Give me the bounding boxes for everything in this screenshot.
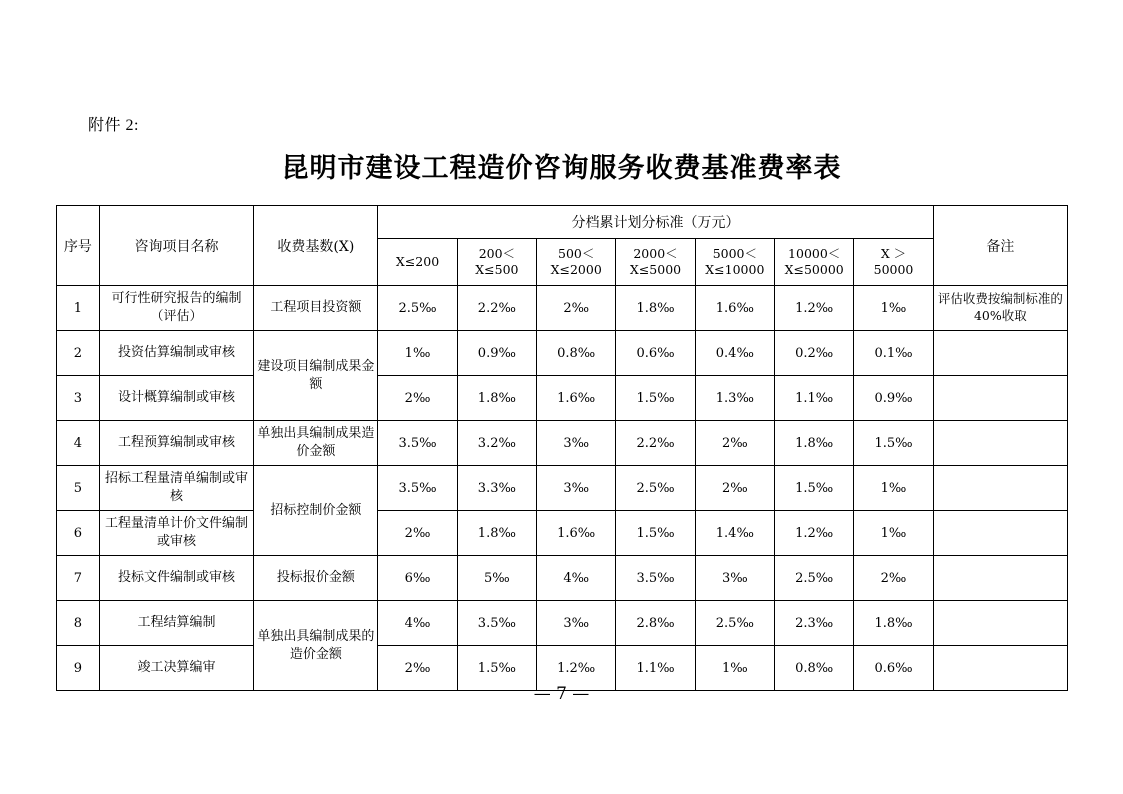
- row-project-name: 设计概算编制或审核: [99, 376, 254, 421]
- row-tier-5-value: 0.4‰: [695, 331, 774, 376]
- row-seq: 1: [57, 286, 100, 331]
- row-fee-base: 工程项目投资额: [254, 286, 378, 331]
- row-seq: 6: [57, 511, 100, 556]
- row-tier-5-value: 1‰: [695, 646, 774, 691]
- row-tier-2-value: 1.5‰: [457, 646, 536, 691]
- row-project-name: 可行性研究报告的编制（评估）: [99, 286, 254, 331]
- row-tier-2-value: 1.8‰: [457, 376, 536, 421]
- tier-2-line-2: X≤500: [475, 262, 519, 277]
- tier-1-line-1: X≤200: [395, 254, 440, 270]
- row-tier-1-value: 3.5‰: [378, 466, 457, 511]
- row-tier-7-value: 1‰: [854, 511, 933, 556]
- column-header-fee-base: 收费基数(X): [254, 206, 378, 286]
- row-fee-base: 单独出具编制成果造价金额: [254, 421, 378, 466]
- row-project-name: 工程量清单计价文件编制或审核: [99, 511, 254, 556]
- row-tier-1-value: 2‰: [378, 376, 457, 421]
- row-tier-2-value: 3.3‰: [457, 466, 536, 511]
- row-tier-4-value: 1.5‰: [616, 511, 695, 556]
- row-tier-2-value: 5‰: [457, 556, 536, 601]
- tier-3-line-2: X≤2000: [550, 262, 602, 277]
- row-tier-2-value: 1.8‰: [457, 511, 536, 556]
- row-tier-1-value: 3.5‰: [378, 421, 457, 466]
- row-seq: 4: [57, 421, 100, 466]
- column-header-tier-5: [695, 239, 774, 286]
- row-tier-6-value: 0.8‰: [775, 646, 854, 691]
- row-tier-2-value: 3.2‰: [457, 421, 536, 466]
- row-tier-7-value: 1.8‰: [854, 601, 933, 646]
- row-project-name: 投标文件编制或审核: [99, 556, 254, 601]
- column-header-seq: 序号: [57, 206, 100, 286]
- row-tier-7-value: 1.5‰: [854, 421, 933, 466]
- column-header-project-name: 咨询项目名称: [99, 206, 254, 286]
- row-project-name: 工程结算编制: [99, 601, 254, 646]
- row-tier-7-value: 2‰: [854, 556, 933, 601]
- row-fee-base: 投标报价金额: [254, 556, 378, 601]
- column-header-tier-2: [457, 239, 536, 286]
- row-tier-2-value: 3.5‰: [457, 601, 536, 646]
- row-seq: 9: [57, 646, 100, 691]
- row-tier-1-value: 2.5‰: [378, 286, 457, 331]
- row-seq: 5: [57, 466, 100, 511]
- attachment-label: 附件 2:: [88, 117, 139, 134]
- row-tier-4-value: 1.8‰: [616, 286, 695, 331]
- row-seq: 7: [57, 556, 100, 601]
- row-tier-1-value: 1‰: [378, 331, 457, 376]
- row-tier-1-value: 6‰: [378, 556, 457, 601]
- row-remark: [933, 511, 1067, 556]
- row-tier-6-value: 1.8‰: [775, 421, 854, 466]
- table-row: [57, 331, 1068, 376]
- row-tier-6-value: 1.2‰: [775, 286, 854, 331]
- row-tier-3-value: 3‰: [537, 601, 616, 646]
- tier-2-line-1: 200＜: [478, 246, 516, 262]
- row-tier-5-value: 2‰: [695, 466, 774, 511]
- tier-6-line-1: 10000＜: [788, 246, 841, 262]
- row-fee-base: 建设项目编制成果金额: [254, 331, 378, 421]
- row-tier-5-value: 3‰: [695, 556, 774, 601]
- tier-3-line-1: 500＜: [558, 246, 595, 262]
- row-tier-4-value: 0.6‰: [616, 331, 695, 376]
- row-tier-3-value: 1.2‰: [537, 646, 616, 691]
- row-remark: [933, 376, 1067, 421]
- row-tier-6-value: 0.2‰: [775, 331, 854, 376]
- row-remark: [933, 331, 1067, 376]
- fee-rate-table: [56, 205, 1068, 691]
- row-fee-base: 招标控制价金额: [254, 466, 378, 556]
- table-row: [57, 376, 1068, 421]
- row-tier-3-value: 1.6‰: [537, 511, 616, 556]
- row-tier-3-value: 3‰: [537, 421, 616, 466]
- row-tier-6-value: 2.5‰: [775, 556, 854, 601]
- row-tier-5-value: 1.3‰: [695, 376, 774, 421]
- row-tier-7-value: 0.6‰: [854, 646, 933, 691]
- row-tier-5-value: 1.4‰: [695, 511, 774, 556]
- row-tier-7-value: 1‰: [854, 286, 933, 331]
- row-tier-1-value: 4‰: [378, 601, 457, 646]
- row-tier-7-value: 0.9‰: [854, 376, 933, 421]
- row-tier-2-value: 2.2‰: [457, 286, 536, 331]
- tier-5-line-2: X≤10000: [705, 262, 765, 277]
- tier-5-line-1: 5000＜: [712, 246, 757, 262]
- row-tier-6-value: 1.1‰: [775, 376, 854, 421]
- row-tier-3-value: 1.6‰: [537, 376, 616, 421]
- row-tier-6-value: 1.2‰: [775, 511, 854, 556]
- row-remark: 评估收费按编制标准的 40%收取: [933, 286, 1067, 331]
- row-remark: [933, 556, 1067, 601]
- row-project-name: 招标工程量清单编制或审核: [99, 466, 254, 511]
- row-remark: [933, 466, 1067, 511]
- column-header-tier-6: [775, 239, 854, 286]
- row-tier-6-value: 1.5‰: [775, 466, 854, 511]
- tier-7-line-2: 50000: [873, 262, 914, 277]
- column-header-remark: 备注: [933, 206, 1067, 286]
- tier-4-line-2: X≤5000: [629, 262, 682, 277]
- table-row: [57, 511, 1068, 556]
- row-tier-5-value: 1.6‰: [695, 286, 774, 331]
- tier-4-line-1: 2000＜: [633, 246, 678, 262]
- row-project-name: 投资估算编制或审核: [99, 331, 254, 376]
- column-header-tier-1: [378, 239, 457, 286]
- table-row: [57, 556, 1068, 601]
- row-tier-4-value: 1.5‰: [616, 376, 695, 421]
- row-project-name: 竣工决算编审: [99, 646, 254, 691]
- row-remark: [933, 601, 1067, 646]
- row-tier-3-value: 3‰: [537, 466, 616, 511]
- row-project-name: 工程预算编制或审核: [99, 421, 254, 466]
- row-tier-4-value: 3.5‰: [616, 556, 695, 601]
- row-tier-4-value: 2.5‰: [616, 466, 695, 511]
- table-row: [57, 466, 1068, 511]
- table-row: [57, 421, 1068, 466]
- row-tier-3-value: 2‰: [537, 286, 616, 331]
- row-tier-3-value: 0.8‰: [537, 331, 616, 376]
- tier-7-line-1: X ＞: [880, 246, 907, 262]
- column-header-tier-4: [616, 239, 695, 286]
- page-number: — 7 —: [533, 684, 590, 704]
- row-seq: 2: [57, 331, 100, 376]
- column-header-tier-7: [854, 239, 933, 286]
- row-tier-7-value: 0.1‰: [854, 331, 933, 376]
- column-header-tier-3: [537, 239, 616, 286]
- row-tier-2-value: 0.9‰: [457, 331, 536, 376]
- table-row: [57, 601, 1068, 646]
- row-tier-5-value: 2.5‰: [695, 601, 774, 646]
- row-tier-3-value: 4‰: [537, 556, 616, 601]
- row-tier-1-value: 2‰: [378, 511, 457, 556]
- table-row: [57, 286, 1068, 331]
- row-tier-5-value: 2‰: [695, 421, 774, 466]
- row-tier-7-value: 1‰: [854, 466, 933, 511]
- row-tier-1-value: 2‰: [378, 646, 457, 691]
- row-seq: 3: [57, 376, 100, 421]
- row-seq: 8: [57, 601, 100, 646]
- table-header-row-1: [57, 206, 1068, 239]
- row-tier-4-value: 1.1‰: [616, 646, 695, 691]
- page-title: 昆明市建设工程造价咨询服务收费基准费率表: [281, 153, 842, 184]
- row-tier-4-value: 2.2‰: [616, 421, 695, 466]
- column-header-tier-group: 分档累计划分标准（万元）: [378, 206, 933, 239]
- tier-6-line-2: X≤50000: [784, 262, 844, 277]
- row-fee-base: 单独出具编制成果的造价金额: [254, 601, 378, 691]
- row-remark: [933, 421, 1067, 466]
- row-tier-6-value: 2.3‰: [775, 601, 854, 646]
- row-tier-4-value: 2.8‰: [616, 601, 695, 646]
